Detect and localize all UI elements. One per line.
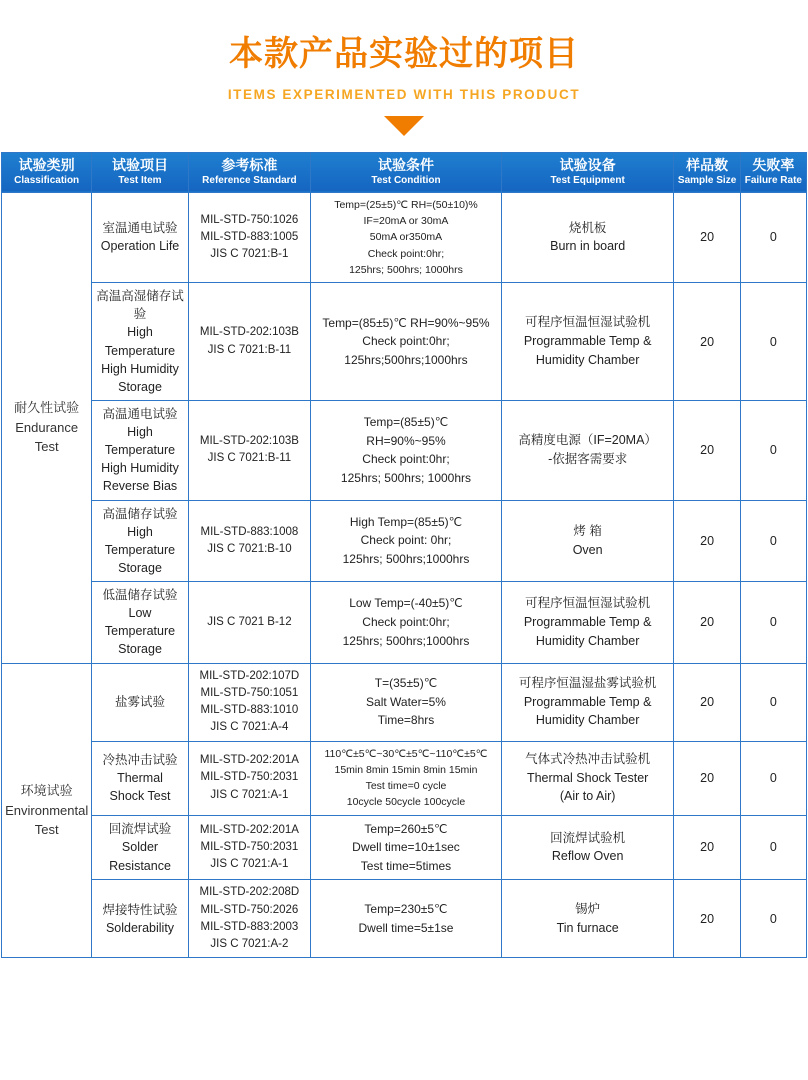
column-header-reference-standard: 参考标准 Reference Standard (188, 152, 310, 192)
table-header (2, 152, 807, 192)
failure-rate-cell: 0 (740, 582, 806, 664)
table-row (2, 815, 807, 880)
failure-rate-cell: 0 (740, 815, 806, 880)
reference-standard-cell: JIS C 7021 B-12 (188, 582, 310, 664)
table-row (2, 400, 807, 500)
test-item-cell: 高温高湿储存试验 High Temperature High Humidity Storage (92, 283, 188, 401)
test-condition-cell: T=(35±5)℃ Salt Water=5% Time=8hrs (311, 663, 502, 741)
test-items-table (1, 152, 807, 959)
table-row (2, 880, 807, 958)
test-item-cell: 低温储存试验 Low Temperature Storage (92, 582, 188, 664)
test-equipment-cell: 烤 箱 Oven (501, 500, 674, 582)
category-cell: 环境试验 Environmental Test (2, 663, 92, 958)
page-header (0, 0, 808, 136)
failure-rate-cell: 0 (740, 192, 806, 282)
sample-size-cell: 20 (674, 192, 740, 282)
sample-size-cell: 20 (674, 582, 740, 664)
page-title: 本款产品实验过的项目 (229, 35, 579, 73)
test-equipment-cell: 可程序恒温湿盐雾试验机 Programmable Temp & Humidity Chamber (501, 663, 674, 741)
test-condition-cell: Temp=(25±5)℃ RH=(50±10)% IF=20mA or 30mA 50mA or350mA Check point:0hr; 125hrs; 500hrs; 1000hrs (311, 192, 502, 282)
sample-size-cell: 20 (674, 400, 740, 500)
failure-rate-cell: 0 (740, 741, 806, 815)
test-condition-cell: High Temp=(85±5)℃ Check point: 0hr; 125hrs; 500hrs;1000hrs (311, 500, 502, 582)
test-item-cell: 盐雾试验 (92, 663, 188, 741)
table-header-row (2, 152, 807, 192)
test-equipment-cell: 回流焊试验机 Reflow Oven (501, 815, 674, 880)
column-header-failure-rate: 失败率 Failure Rate (740, 152, 806, 192)
column-header-test-item: 试验项目 Test Item (92, 152, 188, 192)
table-row (2, 741, 807, 815)
column-header-classification: 试验类别 Classification (2, 152, 92, 192)
reference-standard-cell: MIL-STD-202:208D MIL-STD-750:2026 MIL-STD-883:2003 JIS C 7021:A-2 (188, 880, 310, 958)
table-body (2, 192, 807, 958)
table-row (2, 500, 807, 582)
sample-size-cell: 20 (674, 500, 740, 582)
test-equipment-cell: 烧机板 Burn in board (501, 192, 674, 282)
test-condition-cell: Temp=260±5℃ Dwell time=10±1sec Test time=5times (311, 815, 502, 880)
failure-rate-cell: 0 (740, 663, 806, 741)
test-condition-cell: Temp=(85±5)℃ RH=90%~95% Check point:0hr; 125hrs;500hrs;1000hrs (311, 283, 502, 401)
test-item-cell: 焊接特性试验 Solderability (92, 880, 188, 958)
sample-size-cell: 20 (674, 283, 740, 401)
failure-rate-cell: 0 (740, 880, 806, 958)
column-header-test-equipment: 试验设备 Test Equipment (501, 152, 674, 192)
test-equipment-cell: 可程序恒温恒湿试验机 Programmable Temp & Humidity Chamber (501, 283, 674, 401)
reference-standard-cell: MIL-STD-202:107D MIL-STD-750:1051 MIL-STD-883:1010 JIS C 7021:A-4 (188, 663, 310, 741)
reference-standard-cell: MIL-STD-202:103B JIS C 7021:B-11 (188, 283, 310, 401)
column-header-sample-size: 样品数 Sample Size (674, 152, 740, 192)
failure-rate-cell: 0 (740, 400, 806, 500)
reference-standard-cell: MIL-STD-202:201A MIL-STD-750:2031 JIS C 7021:A-1 (188, 741, 310, 815)
failure-rate-cell: 0 (740, 500, 806, 582)
table-row (2, 283, 807, 401)
sample-size-cell: 20 (674, 663, 740, 741)
page-subtitle: ITEMS EXPERIMENTED WITH THIS PRODUCT (227, 86, 581, 102)
failure-rate-cell: 0 (740, 283, 806, 401)
sample-size-cell: 20 (674, 815, 740, 880)
table-row (2, 582, 807, 664)
test-condition-cell: Temp=(85±5)℃ RH=90%~95% Check point:0hr; 125hrs; 500hrs; 1000hrs (311, 400, 502, 500)
reference-standard-cell: MIL-STD-202:201A MIL-STD-750:2031 JIS C 7021:A-1 (188, 815, 310, 880)
test-item-cell: 室温通电试验 Operation Life (92, 192, 188, 282)
reference-standard-cell: MIL-STD-883:1008 JIS C 7021:B-10 (188, 500, 310, 582)
table-row (2, 192, 807, 282)
arrow-down-icon (0, 116, 808, 136)
test-item-cell: 高温储存试验 High Temperature Storage (92, 500, 188, 582)
reference-standard-cell: MIL-STD-202:103B JIS C 7021:B-11 (188, 400, 310, 500)
test-equipment-cell: 可程序恒温恒湿试验机 Programmable Temp & Humidity Chamber (501, 582, 674, 664)
test-condition-cell: Temp=230±5℃ Dwell time=5±1se (311, 880, 502, 958)
test-equipment-cell: 高精度电源（IF=20MA） -依据客需要求 (501, 400, 674, 500)
reference-standard-cell: MIL-STD-750:1026 MIL-STD-883:1005 JIS C 7021:B-1 (188, 192, 310, 282)
sample-size-cell: 20 (674, 741, 740, 815)
test-equipment-cell: 气体式冷热冲击试验机 Thermal Shock Tester (Air to Air) (501, 741, 674, 815)
test-condition-cell: 110℃±5℃~30℃±5℃~110℃±5℃ 15min 8min 15min 8min 15min Test time=0 cycle 10cycle 50cycle 100cycle (311, 741, 502, 815)
table-row (2, 663, 807, 741)
sample-size-cell: 20 (674, 880, 740, 958)
test-item-cell: 高温通电试验 High Temperature High Humidity Reverse Bias (92, 400, 188, 500)
test-condition-cell: Low Temp=(-40±5)℃ Check point:0hr; 125hrs; 500hrs;1000hrs (311, 582, 502, 664)
test-item-cell: 冷热冲击试验 Thermal Shock Test (92, 741, 188, 815)
category-cell: 耐久性试验 Endurance Test (2, 192, 92, 663)
test-item-cell: 回流焊试验 Solder Resistance (92, 815, 188, 880)
column-header-test-condition: 试验条件 Test Condition (311, 152, 502, 192)
test-equipment-cell: 锡炉 Tin furnace (501, 880, 674, 958)
